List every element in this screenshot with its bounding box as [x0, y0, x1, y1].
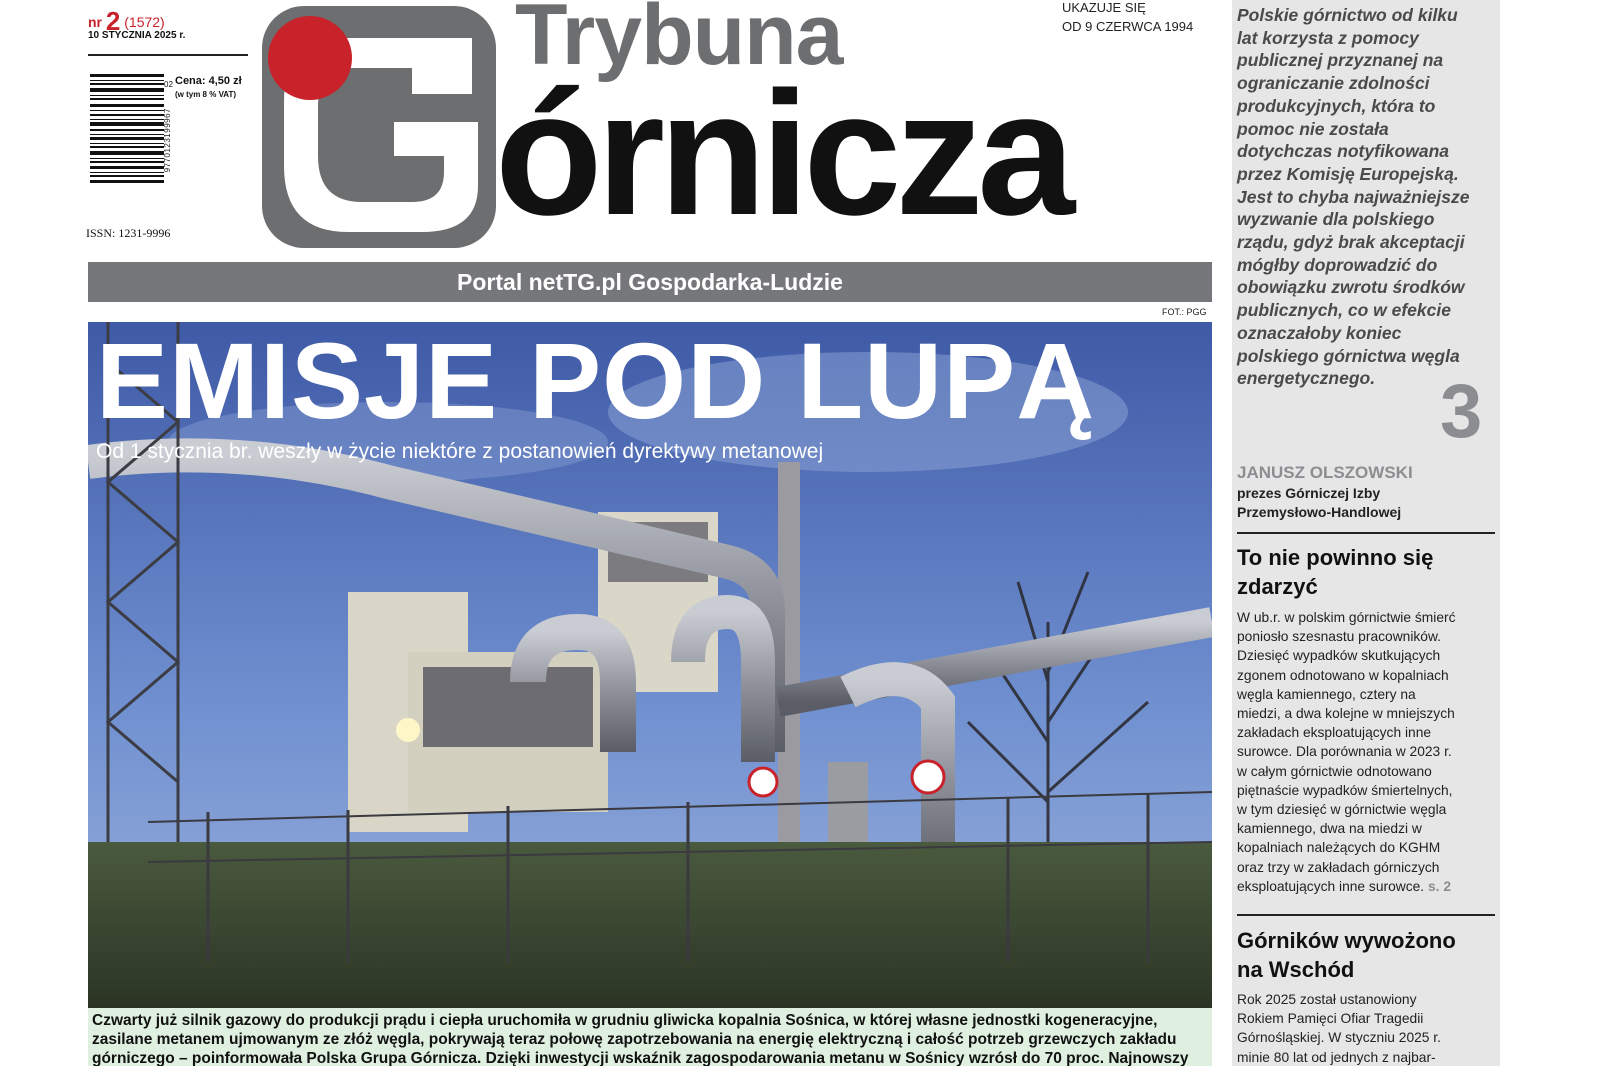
article2-title-line: na Wschód	[1237, 957, 1355, 982]
article1-line: kopalniach należących do KGHM	[1237, 840, 1441, 856]
since-line2: OD 9 CZERWCA 1994	[1062, 19, 1194, 34]
article1-line: kamiennego, dwa na miedzi w	[1237, 821, 1422, 837]
quote-line: mógłby doprowadzić do	[1237, 254, 1438, 275]
main-subhead: Od 1 stycznia br. weszły w życie niektóre z postanowień dyrektywy metanowej	[96, 440, 824, 463]
quote-line: lat korzysta z pomocy	[1237, 27, 1419, 48]
divider	[1237, 914, 1495, 916]
article1-line: W ub.r. w polskim górnictwie śmierć	[1237, 610, 1456, 625]
article1-line: w tym dziesięć w górnictwie węgla	[1237, 802, 1447, 818]
quote-line: ograniczanie zdolności	[1237, 73, 1430, 94]
quote-line: przez Komisję Europejską.	[1237, 163, 1459, 184]
logo-gornicza: órnicza	[495, 56, 1070, 252]
article2-body	[1237, 990, 1495, 1067]
quote-line: publicznych, co w efekcie	[1237, 300, 1451, 321]
quote-line: publicznej przyznanej na	[1237, 50, 1444, 71]
barcode-number: 9770123199967	[163, 108, 172, 173]
quote-line: polskiego górnictwa węgla	[1237, 345, 1460, 366]
main-headline: EMISJE POD LUPĄ	[96, 320, 1096, 441]
article1-title-line: zdarzyć	[1237, 574, 1318, 599]
quote-line: wyzwanie dla polskiego	[1237, 209, 1435, 230]
since-line1: UKAZUJE SIĘ	[1062, 0, 1146, 15]
article1-line: zgonem odnotowano w kopalniach	[1237, 667, 1449, 683]
divider	[88, 54, 248, 56]
author-role-line: Przemysłowo-Handlowej	[1237, 504, 1402, 520]
article1-line: piętnaście wypadków śmiertelnych,	[1237, 782, 1453, 798]
article1-line: oraz trzy w zakładach górniczych	[1237, 859, 1440, 875]
quote-line: Polskie górnictwo od kilku	[1237, 5, 1458, 25]
lead-paragraph: Czwarty już silnik gazowy do produkcji prądu i ciepła uruchomiła w grudniu gliwicka kopalnia Sośnica, w której własne jednostki kogeneracyjne, zasilane metanem ujmowanym ze złóż węgla, pokrywają teraz połowę zapotrzebowania na energię elektryczną i całość potrzeb grzewczych zakładu górniczego – poinformowała Polska Grupa Górnicza. Dzięki inwestycji wskaźnik zagospodarowania metanu w Sośnicy wzrósł do 70 proc. Najnowszy	[88, 1008, 1212, 1066]
article2-line: Rok 2025 został ustanowiony	[1237, 992, 1417, 1007]
quote-line: dotychczas notyfikowana	[1237, 141, 1449, 162]
photo-credit: FOT.: PGG	[1162, 307, 1207, 317]
author-role-line: prezes Górniczej Izby	[1237, 485, 1381, 501]
issn: ISSN: 1231-9996	[86, 226, 171, 240]
issue-date: 10 STYCZNIA 2025 r.	[88, 30, 186, 41]
author-name: JANUSZ OLSZOWSKI	[1237, 463, 1413, 482]
article1-page-ref[interactable]: s. 2	[1427, 878, 1451, 894]
quote-line: obowiązku zwrotu środków	[1237, 277, 1465, 298]
article1-line: eksploatujących inne surowce.	[1237, 878, 1425, 894]
quote-line: produkcyjnych, która to	[1237, 95, 1436, 116]
portal-link[interactable]: Portal netTG.pl Gospodarka-Ludzie	[88, 262, 1212, 302]
article1-line: miedzi, a dwa kolejne w mniejszych	[1237, 706, 1455, 722]
article2-line: minie 80 lat od jednych z najbar-	[1237, 1049, 1436, 1065]
author-role	[1237, 484, 1497, 522]
barcode-icon	[90, 74, 164, 186]
article1-line: poniosło szesnastu pracowników.	[1237, 629, 1442, 645]
article1-line: surowce. Dla porównania w 2023 r.	[1237, 744, 1452, 760]
issue-prefix: nr	[88, 14, 102, 30]
issue-number-value: 2	[105, 6, 121, 36]
article1-line: w całym górnictwie odnotowano	[1237, 763, 1432, 779]
article1-body	[1237, 608, 1495, 896]
quote-line: energetycznego.	[1237, 368, 1376, 389]
quote-line: oznaczałoby koniec	[1237, 322, 1402, 343]
quote-line: pomoc nie została	[1237, 118, 1389, 139]
article2-line: Rokiem Pamięci Ofiar Tragedii	[1237, 1011, 1424, 1027]
logo-trybuna: Trybuna	[515, 0, 843, 83]
logo-g-icon	[262, 6, 496, 248]
article1-line: Dziesięć wypadków skutkujących	[1237, 648, 1441, 664]
quote-line: Jest to chyba najważniejsze	[1237, 186, 1470, 207]
article1-title[interactable]	[1237, 543, 1497, 601]
price: Cena: 4,50 zł	[175, 75, 242, 87]
article1-line: węgla kamiennego, cztery na	[1237, 686, 1416, 702]
article2-title[interactable]	[1237, 926, 1497, 984]
article1-line: zakładach eksploatujących inne	[1237, 725, 1432, 741]
quote-line: rządu, gdyż brak akceptacji	[1237, 232, 1465, 253]
barcode-issue: 02	[164, 80, 173, 89]
divider	[1237, 532, 1495, 534]
issue-total: (1572)	[124, 14, 165, 30]
quote-page-number[interactable]: 3	[1440, 369, 1483, 454]
article2-line: Górnośląskiej. W styczniu 2025 r.	[1237, 1030, 1441, 1046]
article1-title-line: To nie powinno się	[1237, 545, 1434, 570]
price-vat: (w tym 8 % VAT)	[175, 90, 237, 99]
sidebar-quote	[1237, 4, 1495, 390]
article2-title-line: Górników wywożono	[1237, 928, 1456, 953]
